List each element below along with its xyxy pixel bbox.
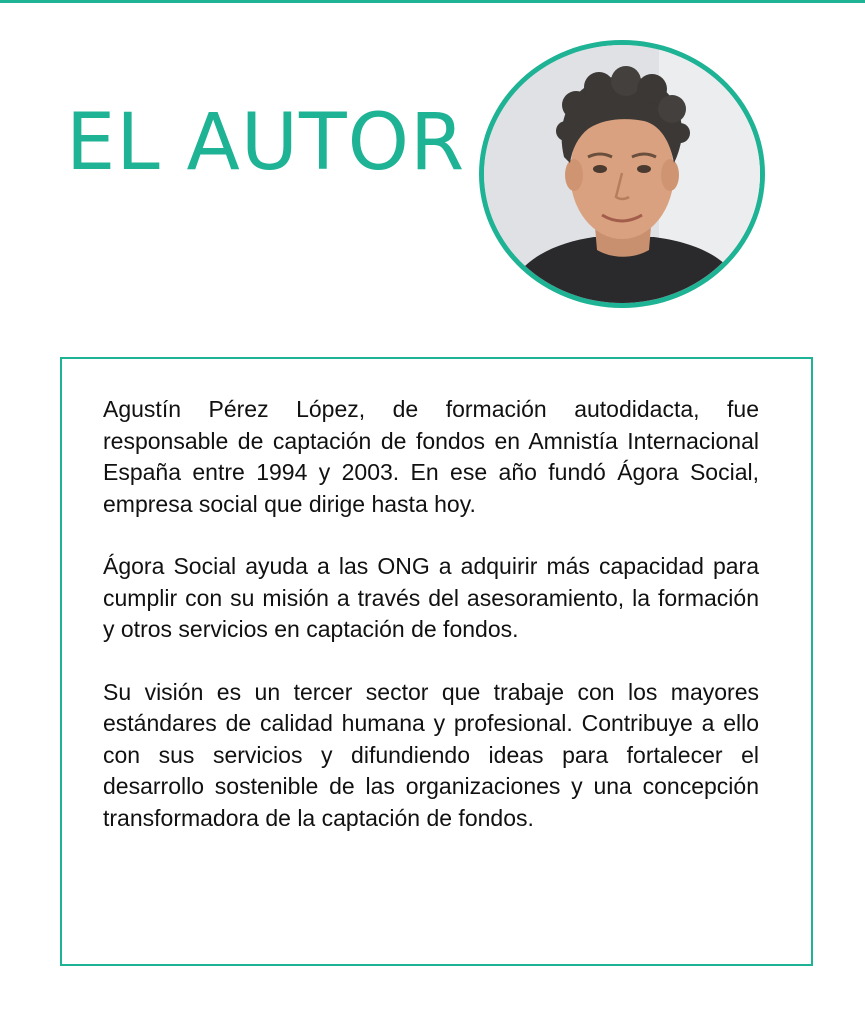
page-title: EL AUTOR	[66, 98, 466, 188]
author-photo-icon	[484, 45, 760, 303]
bio-paragraph-2: Ágora Social ayuda a las ONG a adquirir más capacidad para cumplir con su misión a través del asesoramiento, la formación y otros servicios en captación de fondos.	[103, 553, 759, 642]
author-photo	[479, 40, 765, 308]
bio-paragraph-3: Su visión es un tercer sector que trabaje con los mayores estándares de calidad humana y profesional. Contribuye a ello con sus servicios y difundiendo ideas para fortalecer el desarrollo sostenible de las organizaciones y una concepción transformadora de la captación de fondos.	[103, 678, 759, 831]
bio-paragraph-1: Agustín Pérez López, de formación autodidacta, fue responsable de captación de fondos en Amnistía Internacional España entre 1994 y 2003. En ese año fundó Ágora Social, empresa social que dirige hasta hoy.	[103, 396, 759, 517]
bio-text	[103, 394, 759, 865]
top-divider	[0, 0, 865, 3]
